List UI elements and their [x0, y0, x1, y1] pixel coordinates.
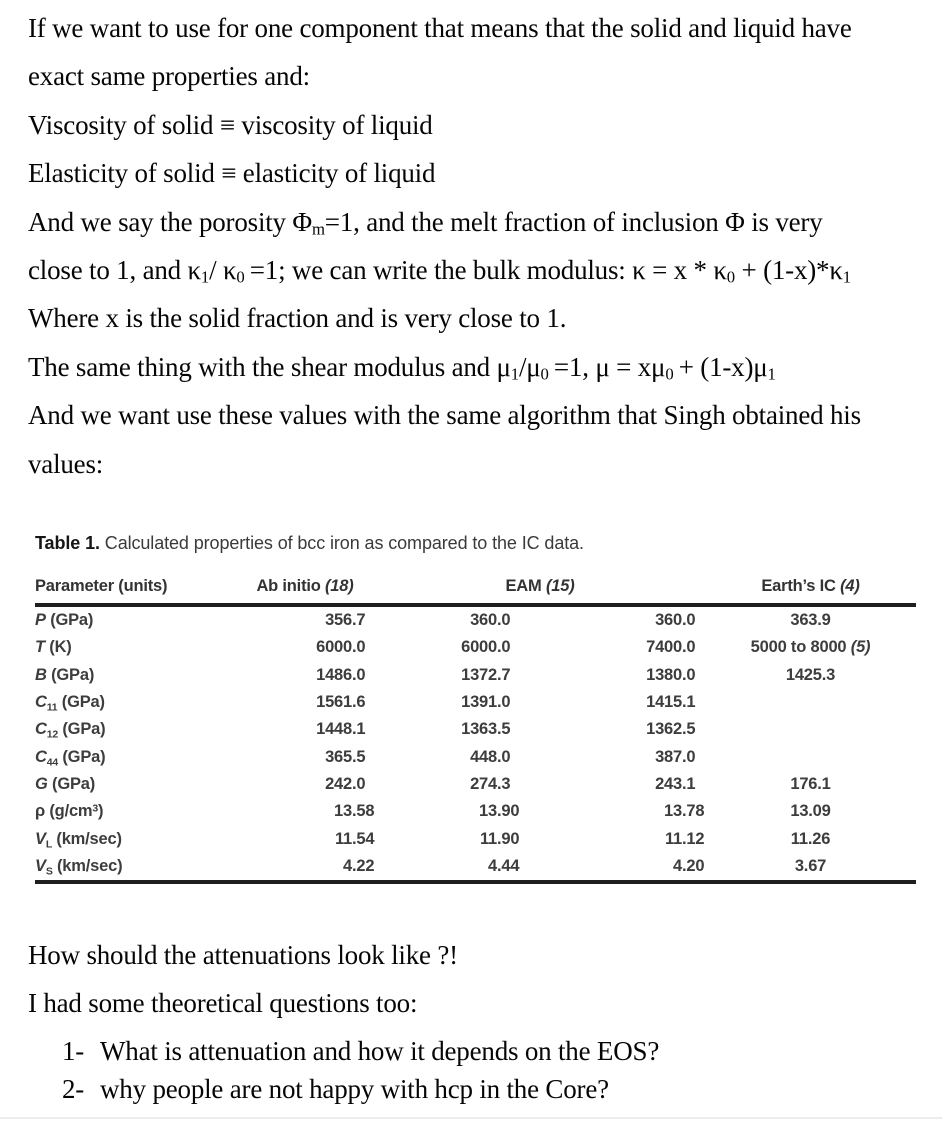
table-cell: 7400.0	[646, 638, 696, 657]
table-cell	[705, 689, 916, 716]
text-line: And we want use these values with the same algorithm that Singh obtained his	[28, 400, 861, 431]
list-item	[62, 1070, 659, 1109]
table-row	[35, 689, 916, 716]
table-cell: 363.9	[790, 611, 831, 630]
text-line: If we want to use for one component that means that the solid and liquid have	[28, 13, 852, 43]
table-cell: 13.09	[790, 802, 831, 821]
row-label: G (GPa)	[35, 774, 96, 793]
col-header-eam: EAM (15)	[375, 577, 705, 605]
table-cell: 1372.7	[461, 665, 511, 684]
text-line: close to 1, and $\kappa_1/$ $\kappa_0 =1$; we can write the bulk modulus: $\kappa = x * \kappa_0 + (1-x)*\kappa_1$	[28, 254, 851, 287]
table-row	[35, 605, 916, 634]
text-line: Elasticity of solid ≡ elasticity of liquid	[28, 158, 436, 189]
table-cell: 1486.0	[316, 665, 366, 684]
table-row	[35, 743, 916, 770]
table-cell: 4.44	[488, 856, 520, 875]
row-label: $V_L$ (km/sec)	[35, 829, 122, 851]
table-caption-text: Calculated properties of bcc iron as compared to the IC data.	[99, 533, 584, 553]
row-label: P (GPa)	[35, 611, 94, 630]
text-line: I had some theoretical questions too:	[28, 988, 418, 1019]
table-cell: 360.0	[655, 611, 696, 630]
row-label: T (K)	[35, 638, 72, 657]
properties-table	[35, 577, 916, 884]
row-label: $C_{11}$ (GPa)	[35, 693, 105, 714]
row-label: $V_S$ (km/sec)	[35, 856, 123, 878]
text-line: Where x is the solid fraction and is very close to 1.	[28, 303, 567, 334]
table-cell	[705, 716, 916, 743]
table-cell: 448.0	[470, 747, 511, 766]
closing-text	[28, 931, 659, 1109]
table-cell: 360.0	[470, 611, 511, 630]
table-cell: 4.20	[673, 856, 705, 875]
table-row	[35, 634, 916, 661]
table-row	[35, 798, 916, 825]
table-body	[35, 605, 916, 882]
table-cell: 6000.0	[316, 638, 366, 657]
table-cell: 1561.6	[316, 693, 366, 712]
table-cell: 1380.0	[646, 665, 696, 684]
table-cell: 1425.3	[785, 665, 836, 684]
table-caption-label: Table 1.	[35, 533, 100, 553]
text-line: The same thing with the shear modulus and $\mu_1/\mu_0 =1$, $\mu = x\mu_0 + (1-x)\mu_1$	[28, 351, 776, 384]
table-cell: 1448.1	[316, 720, 366, 739]
table-cell: 4.22	[343, 856, 375, 875]
table-cell: 11.12	[664, 829, 705, 848]
table-cell: 356.7	[325, 611, 366, 630]
table-cell: 13.58	[334, 802, 375, 821]
col-header-ab-initio: Ab initio (18)	[235, 577, 375, 605]
table-cell: 274.3	[470, 774, 511, 793]
table-cell: 11.54	[334, 829, 375, 848]
table-cell: 1362.5	[646, 720, 696, 739]
question-list	[28, 1032, 659, 1109]
table-row	[35, 853, 916, 882]
table-1-block	[35, 531, 916, 884]
list-item-number: 2-	[62, 1074, 85, 1105]
row-label: $C_{12}$ (GPa)	[35, 720, 106, 741]
table-cell: 365.5	[325, 747, 366, 766]
text-line: exact same properties and:	[28, 61, 310, 92]
table-cell: 242.0	[325, 774, 366, 793]
table-row	[35, 716, 916, 743]
list-item-number: 1-	[62, 1035, 85, 1066]
table-cell: 243.1	[655, 774, 696, 793]
col-header-parameter: Parameter (units)	[35, 577, 235, 605]
page-bottom-divider	[0, 1117, 942, 1119]
table-row	[35, 771, 916, 798]
col-header-earths-ic: Earth’s IC (4)	[705, 577, 916, 605]
table-cell	[705, 743, 916, 770]
table-cell: 13.90	[479, 802, 520, 821]
list-item-text: What is attenuation and how it depends on the EOS?	[100, 1035, 660, 1066]
table-row	[35, 662, 916, 689]
text-line: Viscosity of solid ≡ viscosity of liquid	[28, 109, 433, 140]
table-header-row	[35, 577, 916, 605]
table-cell: 1363.5	[461, 720, 511, 739]
table-cell: 5000 to 8000 (5)	[750, 638, 871, 657]
table-cell: 176.1	[790, 774, 831, 793]
row-label: B (GPa)	[35, 665, 95, 684]
table-cell: 1391.0	[461, 693, 511, 712]
row-label: $C_{44}$ (GPa)	[35, 747, 106, 769]
text-line: How should the attenuations look like ?!	[28, 940, 458, 970]
text-line: values:	[28, 448, 104, 479]
list-item-text: why people are not happy with hcp in the Core?	[100, 1074, 609, 1105]
table-row	[35, 825, 916, 852]
intro-text	[28, 4, 861, 488]
table-cell: 6000.0	[461, 638, 511, 657]
table-caption	[35, 531, 916, 555]
list-item	[62, 1032, 659, 1071]
table-cell: 387.0	[655, 747, 696, 766]
table-cell: 3.67	[794, 856, 827, 875]
table-cell: 13.78	[664, 802, 705, 821]
table-cell: 1415.1	[646, 693, 696, 712]
table-cell: 11.26	[790, 829, 831, 848]
table-cell: 11.90	[479, 829, 520, 848]
row-label: ρ $(g/cm^3)$	[35, 802, 104, 821]
text-line: And we say the porosity $\Phi_m=1$, and the melt fraction of inclusion Φ is very	[28, 206, 823, 239]
